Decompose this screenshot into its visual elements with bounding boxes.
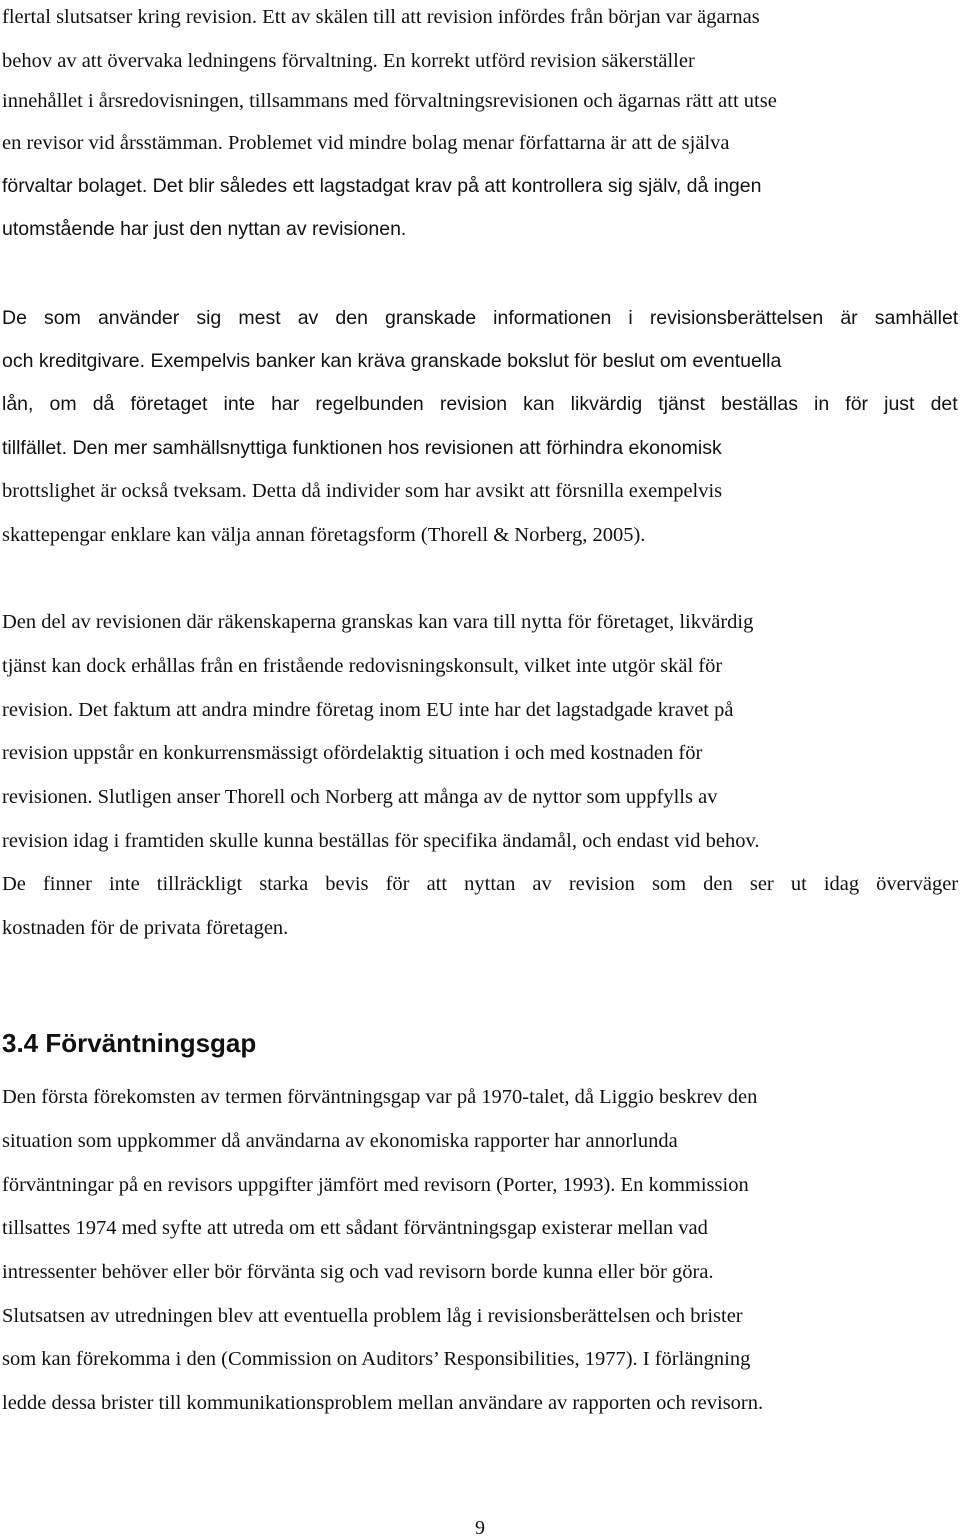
text-line: Slutsatsen av utredningen blev att eventuella problem låg i revisionsberättelsen och brister [2, 1305, 743, 1327]
text-line: flertal slutsatser kring revision. Ett av skälen till att revision infördes från början var ägarnas [2, 6, 760, 28]
text-line: behov av att övervaka ledningens förvaltning. En korrekt utförd revision säkerställer [2, 50, 695, 72]
page-number: 9 [475, 1517, 485, 1539]
text-line: lån, om då företaget inte har regelbunden revision kan likvärdig tjänst beställas in för just det [2, 393, 958, 415]
text-line: De finner inte tillräckligt starka bevis för att nyttan av revision som den ser ut idag överväger [2, 873, 959, 895]
text-line: kostnaden för de privata företagen. [2, 917, 289, 939]
text-line: tillfället. Den mer samhällsnyttiga funktionen hos revisionen att förhindra ekonomisk [2, 437, 722, 459]
text-line: revision uppstår en konkurrensmässigt ofördelaktig situation i och med kostnaden för [2, 742, 703, 764]
text-line: Den första förekomsten av termen förväntningsgap var på 1970-talet, då Liggio beskrev den [2, 1086, 758, 1108]
text-line: tillsattes 1974 med syfte att utreda om ett sådant förväntningsgap existerar mellan vad [2, 1217, 708, 1239]
text-line: situation som uppkommer då användarna av ekonomiska rapporter har annorlunda [2, 1130, 678, 1152]
text-line: skattepengar enklare kan välja annan företagsform (Thorell & Norberg, 2005). [2, 524, 646, 546]
text-line: Den del av revisionen där räkenskaperna granskas kan vara till nytta för företaget, likvärdig [2, 611, 754, 633]
text-line: som kan förekomma i den (Commission on Auditors’ Responsibilities, 1977). I förlängning [2, 1348, 751, 1370]
text-line: förväntningar på en revisors uppgifter jämfört med revisorn (Porter, 1993). En kommission [2, 1174, 749, 1196]
text-line: utomstående har just den nyttan av revisionen. [2, 218, 407, 240]
text-line: förvaltar bolaget. Det blir således ett lagstadgat krav på att kontrollera sig själv, då ingen [2, 175, 762, 197]
text-line: innehållet i årsredovisningen, tillsammans med förvaltningsrevisionen och ägarnas rätt att utse [2, 90, 777, 112]
text-line: revision idag i framtiden skulle kunna beställas för specifika ändamål, och endast vid behov. [2, 830, 760, 852]
text-line: tjänst kan dock erhållas från en fristående redovisningskonsult, vilket inte utgör skäl för [2, 655, 723, 677]
text-line: en revisor vid årsstämman. Problemet vid mindre bolag menar författarna är att de själva [2, 132, 730, 154]
section-heading: 3.4 Förväntningsgap [2, 1028, 257, 1058]
text-line: revisionen. Slutligen anser Thorell och Norberg att många av de nyttor som uppfylls av [2, 786, 718, 808]
text-line: De som använder sig mest av den granskade informationen i revisionsberättelsen är samhället [2, 307, 959, 329]
text-line: brottslighet är också tveksam. Detta då individer som har avsikt att försnilla exempelvis [2, 480, 723, 502]
text-line: intressenter behöver eller bör förvänta sig och vad revisorn borde kunna eller bör göra. [2, 1261, 714, 1283]
text-line: och kreditgivare. Exempelvis banker kan kräva granskade bokslut för beslut om eventuella [2, 350, 782, 372]
text-line: revision. Det faktum att andra mindre företag inom EU inte har det lagstadgade kravet på [2, 699, 734, 721]
text-line: ledde dessa brister till kommunikationsproblem mellan användare av rapporten och revisorn. [2, 1392, 764, 1414]
